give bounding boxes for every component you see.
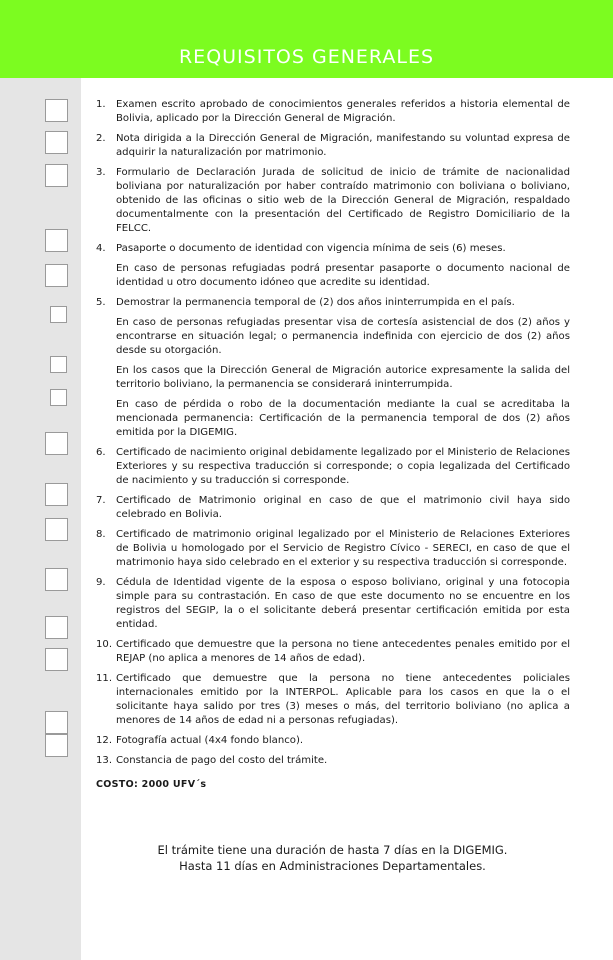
item-number: 12. bbox=[96, 735, 113, 746]
checkbox-item-7[interactable] bbox=[45, 483, 68, 506]
checkbox-item-9[interactable] bbox=[45, 568, 68, 591]
item-number: 8. bbox=[96, 529, 106, 540]
checkbox-item-1[interactable] bbox=[45, 99, 68, 122]
requirement-item bbox=[96, 754, 570, 768]
header-banner bbox=[0, 0, 613, 78]
checkbox-item-11[interactable] bbox=[45, 648, 68, 671]
checkbox-item-2[interactable] bbox=[45, 131, 68, 154]
item-text: Cédula de Identidad vigente de la esposa o esposo boliviano, original y una fotocopia simple para su contrastación. En caso de que este documento no se encuentre en los registros del SEGIP, la o el solicitante deberá presentar certificación emitida por esta entidad. bbox=[116, 577, 570, 630]
requirement-item bbox=[96, 576, 570, 632]
item-number: 10. bbox=[96, 639, 113, 650]
item-text: Certificado de Matrimonio original en caso de que el matrimonio civil haya sido celebrado en Bolivia. bbox=[116, 495, 570, 520]
requirement-item bbox=[96, 672, 570, 728]
duration-line-1: El trámite tiene una duración de hasta 7 días en la DIGEMIG. bbox=[157, 843, 508, 857]
item-number: 13. bbox=[96, 755, 113, 766]
item-text: Pasaporte o documento de identidad con vigencia mínima de seis (6) meses. bbox=[116, 243, 506, 254]
item-number: 11. bbox=[96, 673, 113, 684]
item-number: 4. bbox=[96, 243, 106, 254]
duration-note bbox=[81, 842, 584, 874]
item-text: Examen escrito aprobado de conocimientos generales referidos a historia elemental de Bolivia, aplicado por la Dirección General de Migración. bbox=[116, 99, 570, 124]
cost-label: COSTO: 2000 UFV´s bbox=[96, 779, 207, 790]
item-number: 6. bbox=[96, 447, 106, 458]
requirement-note: En caso de personas refugiadas podrá presentar pasaporte o documento nacional de identidad u otro documento idóneo que acredite su identidad. bbox=[116, 263, 570, 288]
requirement-item bbox=[96, 446, 570, 488]
requirement-note: En caso de pérdida o robo de la documentación mediante la cual se acreditaba la mencionada permanencia: Certificación de la permanencia temporal de dos (2) años emitida por la DIGEMIG. bbox=[116, 399, 570, 438]
item-text: Fotografía actual (4x4 fondo blanco). bbox=[116, 735, 304, 746]
checkbox-item-5-refugee[interactable] bbox=[50, 306, 67, 323]
item-text: Formulario de Declaración Jurada de solicitud de inicio de trámite de nacionalidad boliviana por naturalización por haber contraído matrimonio con boliviana o boliviano, obtenido de las oficinas o sitio web de la Dirección General de Migración, respaldado documentalmente con la presentación del Certificado de Registro Domiciliario de la FELCC. bbox=[116, 167, 570, 234]
duration-line-2: Hasta 11 días en Administraciones Departamentales. bbox=[179, 859, 486, 873]
requirement-item bbox=[96, 242, 570, 256]
checkbox-item-3[interactable] bbox=[45, 164, 68, 187]
item-number: 5. bbox=[96, 297, 106, 308]
requirement-item bbox=[96, 166, 570, 236]
checkbox-column bbox=[0, 78, 81, 960]
item-text: Certificado de nacimiento original debidamente legalizado por el Ministerio de Relaciones Exteriores y su respectiva traducción si corresponde; o copia legalizada del Certificado de nacimiento y su traducción si corresponde. bbox=[116, 447, 570, 486]
checkbox-item-10[interactable] bbox=[45, 616, 68, 639]
item-number: 1. bbox=[96, 99, 106, 110]
checkbox-item-4-refugee[interactable] bbox=[45, 264, 68, 287]
checkbox-item-8[interactable] bbox=[45, 518, 68, 541]
requirement-item bbox=[96, 528, 570, 570]
item-text: Demostrar la permanencia temporal de (2) dos años ininterrumpida en el país. bbox=[116, 297, 515, 308]
requirement-item bbox=[96, 296, 570, 310]
checkbox-item-4[interactable] bbox=[45, 229, 68, 252]
checkbox-item-5-loss[interactable] bbox=[50, 389, 67, 406]
requirement-item bbox=[96, 98, 570, 126]
requirements-list bbox=[96, 98, 570, 774]
requirement-item bbox=[96, 494, 570, 522]
item-text: Constancia de pago del costo del trámite. bbox=[116, 755, 328, 766]
requirement-note: En los casos que la Dirección General de Migración autorice expresamente la salida del territorio boliviano, la permanencia se considerará ininterrumpida. bbox=[116, 365, 570, 390]
item-number: 7. bbox=[96, 495, 106, 506]
requirement-item bbox=[96, 734, 570, 748]
item-text: Certificado de matrimonio original legalizado por el Ministerio de Relaciones Exteriores de Bolivia u homologado por el Servicio de Registro Cívico - SERECI, en caso de que el matrimonio haya sido celebrado en el exterior y su respectiva traducción si corresponde. bbox=[116, 529, 570, 568]
item-text: Certificado que demuestre que la persona no tiene antecedentes penales emitido por el REJAP (no aplica a menores de 14 años de edad). bbox=[116, 639, 570, 664]
checkbox-item-6[interactable] bbox=[45, 432, 68, 455]
checkbox-item-5-exit[interactable] bbox=[50, 356, 67, 373]
item-text: Certificado que demuestre que la persona no tiene antecedentes policiales internacionales emitido por la INTERPOL. Aplicable para los casos en que la o el solicitante haya salido por tres (3) meses o más, del territorio boliviano (no aplica a menores de 14 años de edad ni a personas refugiadas). bbox=[116, 673, 570, 726]
page-title: REQUISITOS GENERALES bbox=[178, 46, 435, 68]
item-text: Nota dirigida a la Dirección General de Migración, manifestando su voluntad expresa de adquirir la naturalización por matrimonio. bbox=[116, 133, 570, 158]
item-number: 9. bbox=[96, 577, 106, 588]
checkbox-item-12[interactable] bbox=[45, 711, 68, 734]
item-number: 2. bbox=[96, 133, 106, 144]
requirement-note: En caso de personas refugiadas presentar visa de cortesía asistencial de dos (2) años y encontrarse en situación legal; o permanencia indefinida con ejercicio de dos (2) años desde su otorgación. bbox=[116, 317, 570, 356]
checkbox-item-13[interactable] bbox=[45, 734, 68, 757]
requirement-item bbox=[96, 638, 570, 666]
item-number: 3. bbox=[96, 167, 106, 178]
requirement-item bbox=[96, 132, 570, 160]
